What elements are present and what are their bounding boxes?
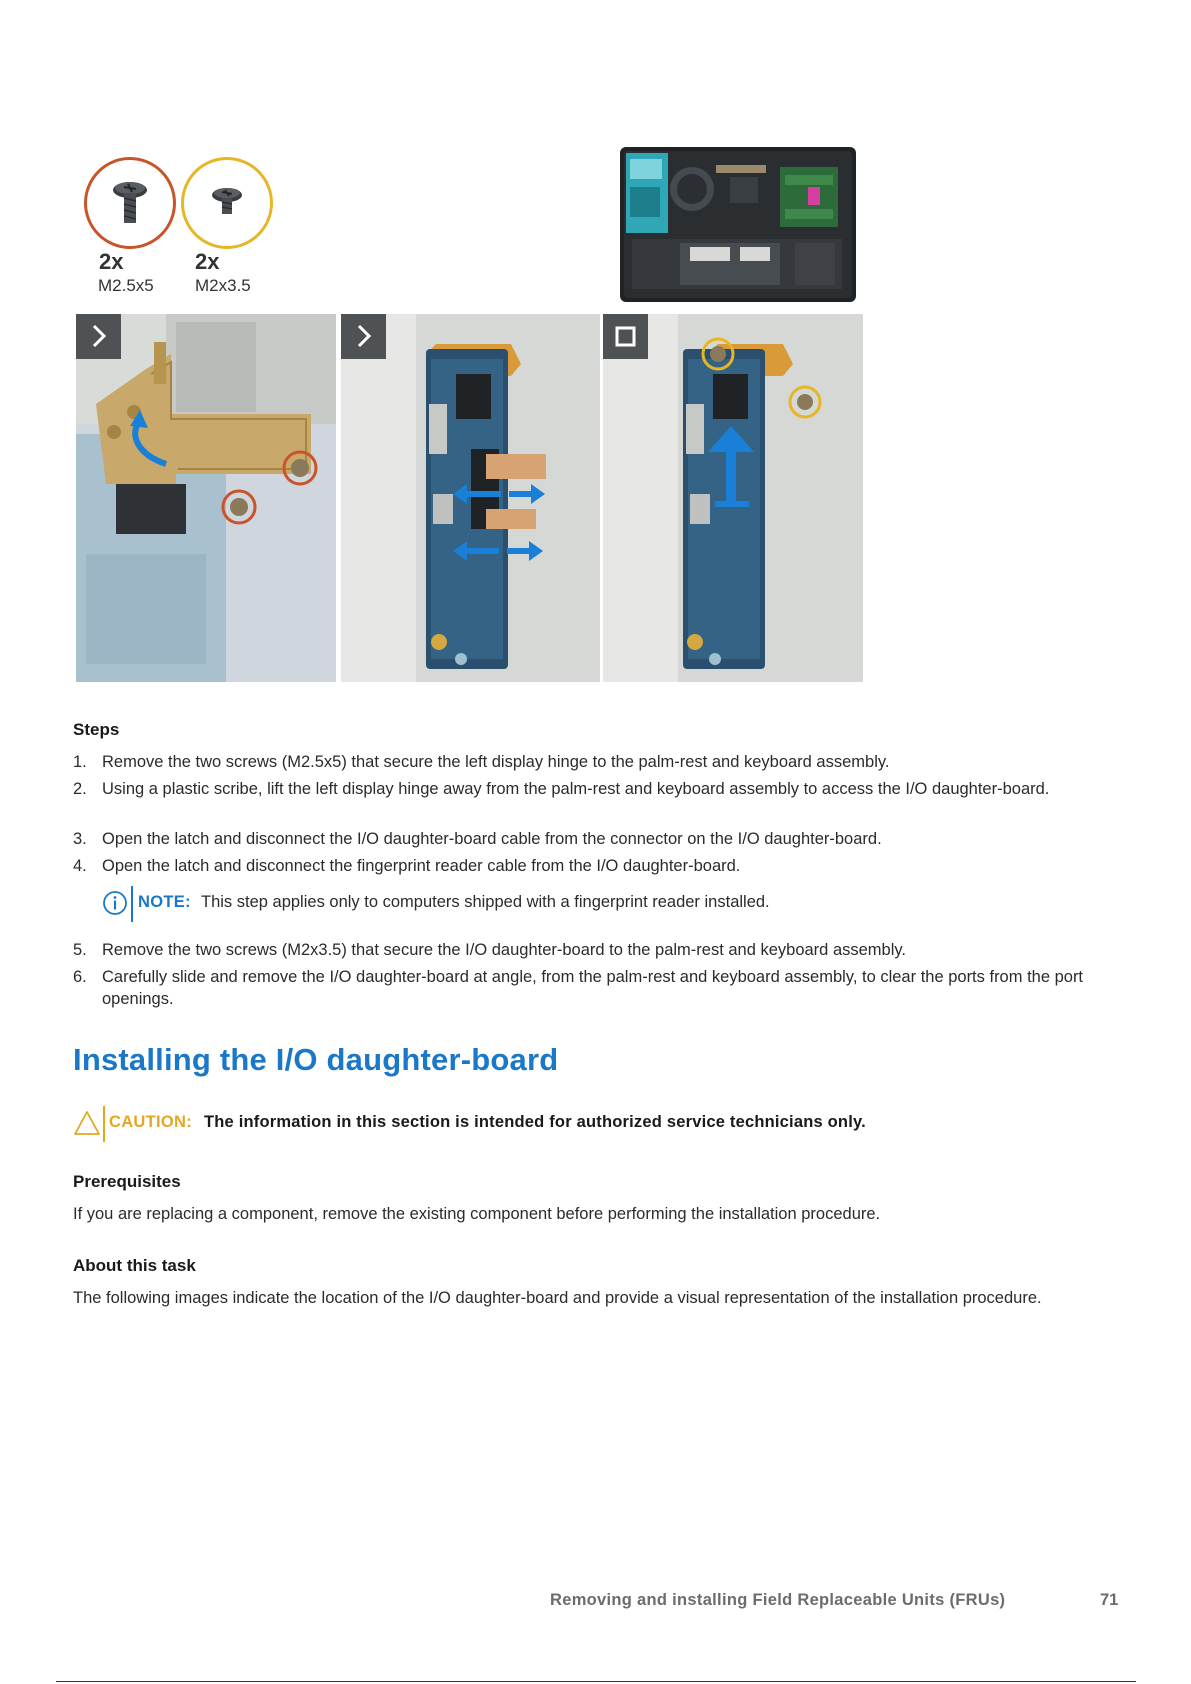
steps-heading: Steps	[73, 720, 120, 739]
footer-divider	[56, 1681, 1136, 1682]
step-number: 2.	[73, 780, 87, 798]
step-1-next-icon	[76, 314, 121, 359]
footer-chapter-title: Removing and installing Field Replaceable Units (FRUs)	[550, 1591, 1006, 1609]
step-number: 1.	[73, 753, 87, 771]
step-text: Open the latch and disconnect the I/O daughter-board cable from the connector on the I/O daughter-board.	[102, 830, 882, 848]
page-number: 71	[1100, 1591, 1119, 1609]
caution-text: The information in this section is intended for authorized service technicians only.	[204, 1113, 866, 1131]
screw-m2-5x5-icon	[84, 157, 176, 249]
step-number: 5.	[73, 941, 87, 959]
screw-size-1: M2.5x5	[98, 276, 154, 295]
step-text: Using a plastic scribe, lift the left display hinge away from the palm-rest and keyboard assembly to access the I/O daughter-board.	[102, 780, 1050, 798]
about-heading: About this task	[73, 1256, 196, 1275]
step-text: Remove the two screws (M2.5x5) that secure the left display hinge to the palm-rest and keyboard assembly.	[102, 753, 890, 771]
note-text: This step applies only to computers shipped with a fingerprint reader installed.	[201, 893, 770, 911]
step-number: 6.	[73, 968, 87, 986]
screw-size-2: M2x3.5	[195, 276, 251, 295]
step-panel-3	[603, 314, 863, 682]
note-label: NOTE:	[138, 893, 191, 911]
step-3-end-icon	[603, 314, 648, 359]
step-text: Remove the two screws (M2x3.5) that secure the I/O daughter-board to the palm-rest and keyboard assembly.	[102, 941, 906, 959]
step-2-next-icon	[341, 314, 386, 359]
step-text: Carefully slide and remove the I/O daughter-board at angle, from the palm-rest and keyboard assembly, to clear the ports from the port openings.	[102, 968, 1084, 1008]
step-text: Open the latch and disconnect the fingerprint reader cable from the I/O daughter-board.	[102, 857, 741, 875]
removal-illustration	[0, 0, 1191, 690]
step-panel-2	[341, 314, 600, 682]
info-icon	[102, 890, 128, 916]
section-title: Installing the I/O daughter-board	[73, 1042, 559, 1077]
caution-label: CAUTION:	[109, 1113, 193, 1131]
screw-count-1: 2x	[99, 249, 124, 274]
laptop-overview-image	[620, 147, 856, 302]
caution-callout	[73, 1106, 1073, 1142]
about-text: The following images indicate the location of the I/O daughter-board and provide a visual representation of the installation procedure.	[73, 1289, 1042, 1307]
step-panel-1	[76, 314, 336, 682]
screw-count-2: 2x	[195, 249, 220, 274]
screw-m2x3-5-icon	[181, 157, 273, 249]
prerequisites-text: If you are replacing a component, remove the existing component before performing the installation procedure.	[73, 1205, 881, 1223]
note-bar	[131, 886, 133, 922]
step-number: 4.	[73, 857, 87, 875]
note-callout	[102, 886, 1002, 922]
warning-triangle-icon	[73, 1110, 101, 1136]
step-number: 3.	[73, 830, 87, 848]
caution-bar	[103, 1106, 105, 1142]
prerequisites-heading: Prerequisites	[73, 1172, 181, 1191]
